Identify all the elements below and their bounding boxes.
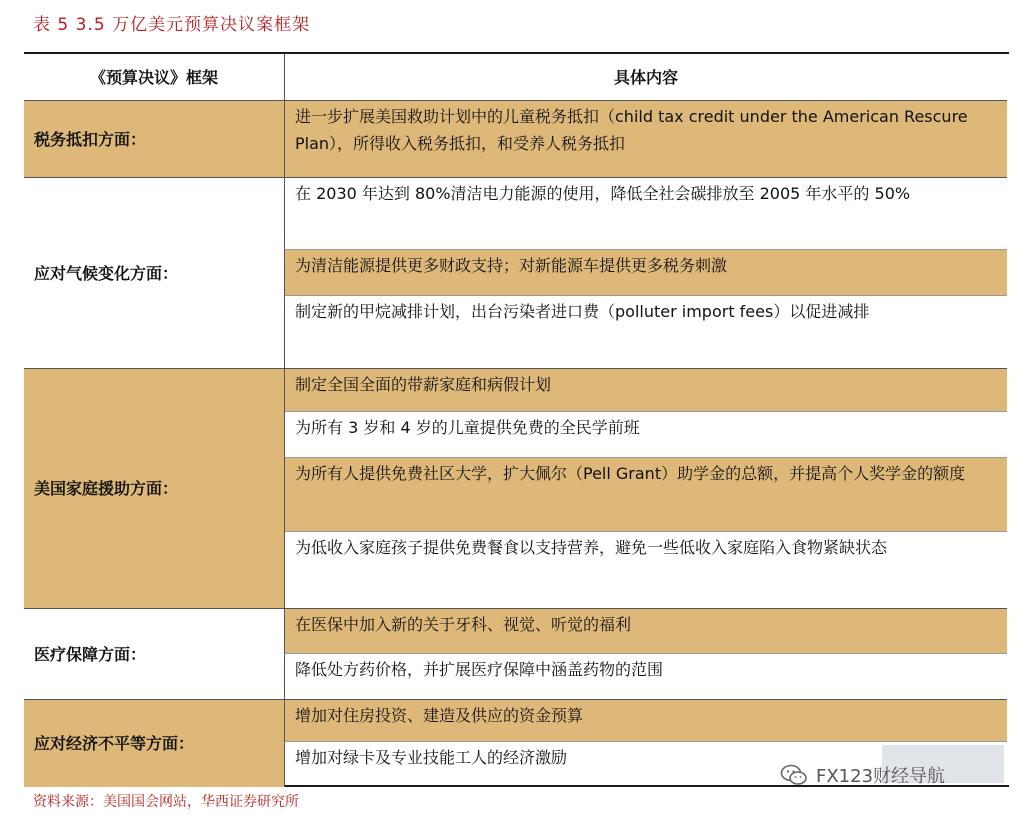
table-title: 表 5 3.5 万亿美元预算决议案框架 [33,15,311,35]
content-tax-1: 进一步扩展美国救助计划中的儿童税务抵扣（child tax credit under the American Rescure Plan），所得收入税务抵扣，和受养人税务抵扣 [285,101,1007,178]
content-healthcare-2: 降低处方药价格，并扩展医疗保障中涵盖药物的范围 [285,654,1007,700]
category-tax: 税务抵扣方面： [24,101,285,178]
content-family-1: 制定全国全面的带薪家庭和病假计划 [285,369,1007,412]
category-inequality: 应对经济不平等方面： [24,700,285,787]
content-inequality-1: 增加对住房投资、建造及供应的资金预算 [285,700,1007,742]
content-inequality-2: 增加对绿卡及专业技能工人的经济激励 [295,748,568,767]
watermark-text: FX123财经导航 [816,766,946,787]
watermark [780,762,945,788]
content-climate-2: 为清洁能源提供更多财政支持；对新能源车提供更多税务刺激 [285,250,1007,296]
content-climate-3: 制定新的甲烷减排计划，出台污染者进口费（polluter import fees）以促进减排 [285,296,1007,369]
header-content: 具体内容 [285,54,1007,101]
content-climate-1: 在 2030 年达到 80%清洁电力能源的使用，降低全社会碳排放至 2005 年水平的 50% [285,178,1007,250]
category-climate: 应对气候变化方面： [24,178,285,369]
content-family-3: 为所有人提供免费社区大学，扩大佩尔（Pell Grant）助学金的总额，并提高个人奖学金的额度 [285,458,1007,532]
category-family: 美国家庭援助方面： [24,369,285,609]
content-healthcare-1: 在医保中加入新的关于牙科、视觉、听觉的福利 [285,609,1007,654]
wechat-icon [780,764,808,786]
source-note: 资料来源：美国国会网站，华西证券研究所 [33,794,299,810]
content-family-4: 为低收入家庭孩子提供免费餐食以支持营养，避免一些低收入家庭陷入食物紧缺状态 [285,532,1007,609]
content-family-2: 为所有 3 岁和 4 岁的儿童提供免费的全民学前班 [285,412,1007,458]
budget-framework-table [24,52,1009,787]
header-framework: 《预算决议》框架 [24,54,285,101]
category-healthcare: 医疗保障方面： [24,609,285,700]
